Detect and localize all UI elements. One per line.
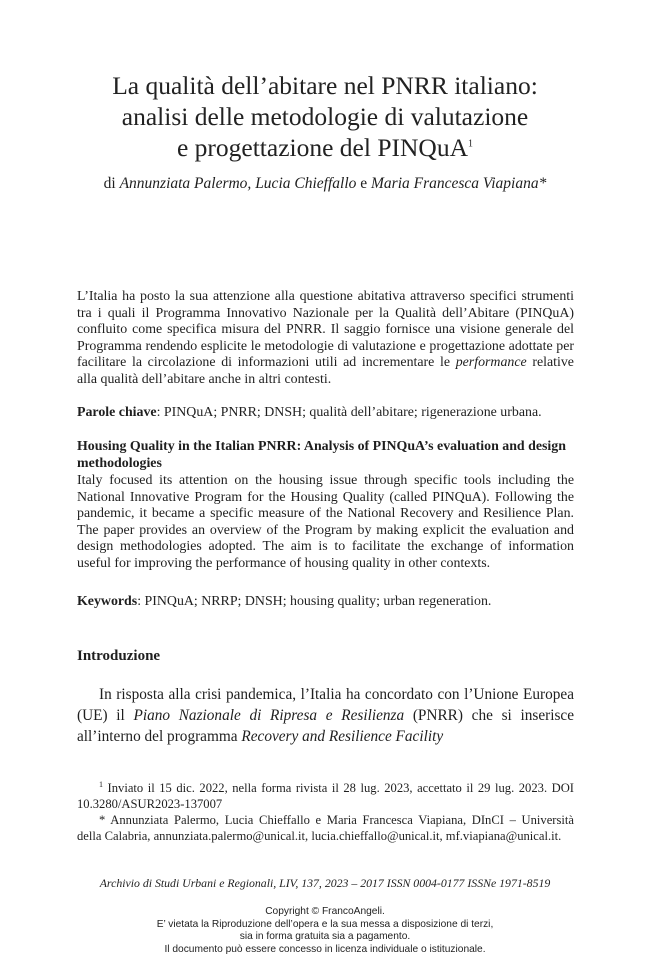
title-line-3 <box>40 132 610 163</box>
title-line-1: La qualità dell’abitare nel PNRR italiano: <box>112 71 538 100</box>
keywords-it-list: : PINQuA; PNRR; DNSH; qualità dell’abitare; rigenerazione urbana. <box>156 405 542 420</box>
authors-conjunction: e <box>360 175 368 192</box>
footnote-2: * Annunziata Palermo, Lucia Chieffallo e Maria Francesca Viapiana, DInCI – Università della Calabria, annunziata.palermo@unical.it, lucia.chieffallo@unical.it, mf.viapiana@unical.it. <box>77 813 574 843</box>
abstract-english: Italy focused its attention on the housing issue through specific tools including the National Innovative Program for the Housing Quality (called PINQuA). Following the pandemic, it became a specific measure of the National Recovery and Resilience Plan. The paper provides an overview of the Program by making explicit the evaluation and design methodologies adopted. The aim is to facilitate the exchange of information useful for improving the performance of housing quality in other contexts. <box>77 473 574 571</box>
body-paragraph <box>77 684 574 747</box>
copyright-line-3: sia in forma gratuita sia a pagamento. <box>239 931 411 942</box>
footnotes <box>77 780 574 844</box>
title-footnote-mark: 1 <box>468 138 474 150</box>
copyright-line-4: Il documento può essere concesso in licenza individuale o istituzionale. <box>164 943 486 955</box>
abstract-it-text-1: L’Italia ha posto la sua attenzione alla questione abitativa attraverso specifici strumenti tra i quali il Programma Innovativo Nazionale per la Qualità dell’Abitare (PINQuA) confluito come specifica misura del PNRR. Il saggio fornisce una visione generale del Programma rendendo esplicite le metodologie di valutazione e progettazione adottate per facilitare la circolazione di informazioni utili ad incrementare le <box>77 289 574 371</box>
body-text-2: (PNRR) che si inserisce all’interno del programma <box>77 707 575 745</box>
author-2: Lucia Chieffallo <box>255 175 357 192</box>
journal-citation: Archivio di Studi Urbani e Regionali, LIV, 137, 2023 – 2017 ISSN 0004-0177 ISSNe 1971-8519 <box>99 876 551 890</box>
body-text-1: In risposta alla crisi pandemica, l’Italia ha concordato con l’Unione Europea (UE) il <box>77 686 574 724</box>
footnote-1 <box>77 780 574 812</box>
author-line <box>40 174 610 194</box>
footnote-1-text: Inviato il 15 dic. 2022, nella forma rivista il 28 lug. 2023, accettato il 29 lug. 2023. DOI 10.3280/ASUR2023-137007 <box>77 781 574 811</box>
title-line-2: analisi delle metodologie di valutazione <box>121 102 529 131</box>
section-heading: Introduzione <box>77 648 161 664</box>
copyright-line-2: E’ vietata la Riproduzione dell’opera e la sua messa a disposizione di terzi, <box>156 918 494 930</box>
paper-title <box>40 70 610 163</box>
authors-prefix: di <box>103 175 116 192</box>
abstract-it-text-2: relative alla qualità dell’abitare anche in altri contesti. <box>77 355 574 387</box>
body-italic-1: Piano Nazionale di Ripresa e Resilienza <box>133 707 405 724</box>
keywords-english <box>77 594 574 611</box>
copyright-notice <box>40 906 610 956</box>
keywords-italian <box>77 405 574 422</box>
title-line-3-text: e progettazione del PINQuA <box>176 133 469 162</box>
keywords-en-list: : PINQuA; NRRP; DNSH; housing quality; urban regeneration. <box>137 594 492 609</box>
body-italic-2: Recovery and Resilience Facility <box>241 728 444 745</box>
abstract-it-italic-term: performance <box>455 355 527 371</box>
keywords-it-label: Parole chiave <box>77 405 157 420</box>
english-title: Housing Quality in the Italian PNRR: Analysis of PINQuA’s evaluation and design methodologies <box>77 439 566 471</box>
author-3: Maria Francesca Viapiana* <box>371 175 547 192</box>
abstract-italian <box>77 289 574 389</box>
copyright-line-1: Copyright © FrancoAngeli. <box>265 906 385 917</box>
author-1: Annunziata Palermo, <box>119 175 252 192</box>
footnote-1-mark: 1 <box>99 779 103 789</box>
keywords-en-label: Keywords <box>77 594 138 609</box>
